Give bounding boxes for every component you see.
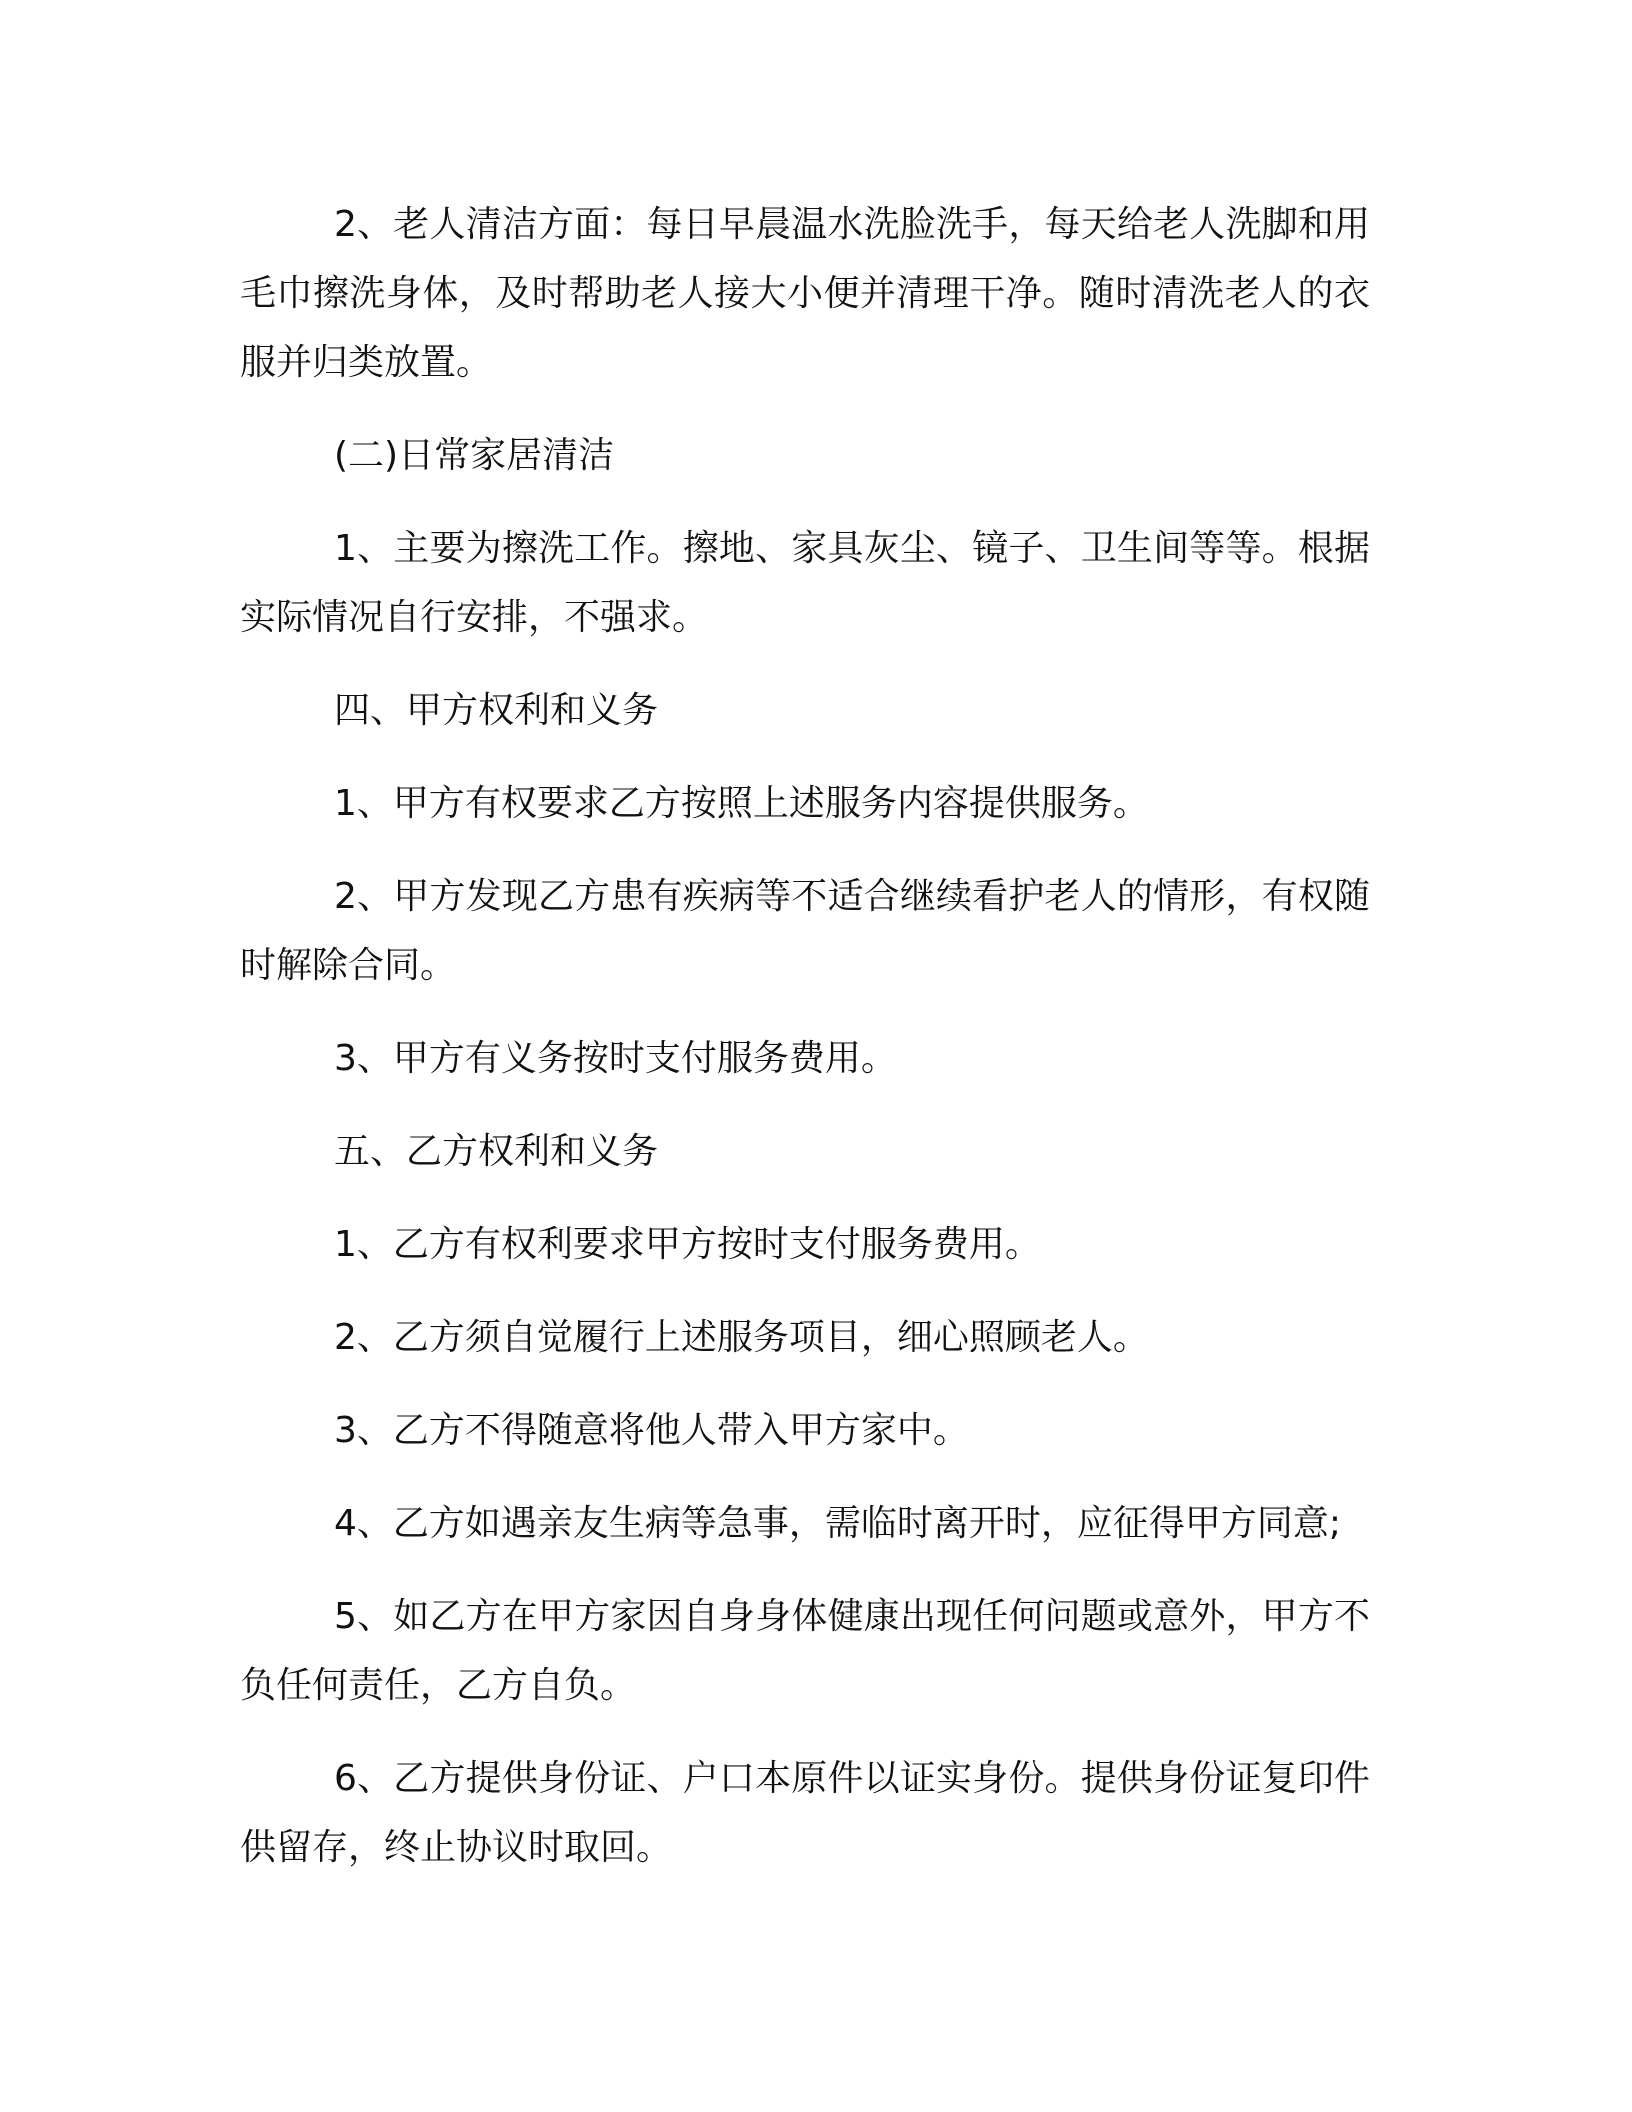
document-body — [240, 190, 1370, 1906]
paragraph-party-a-right-1: 1、甲方有权要求乙方按照上述服务内容提供服务。 — [334, 783, 1149, 824]
paragraph-party-b-duty-6: 6、乙方提供身份证、户口本原件以证实身份。提供身份证复印件供留存，终止协议时取回。 — [240, 1758, 1370, 1868]
paragraph-wiping-work: 1、主要为擦洗工作。擦地、家具灰尘、镜子、卫生间等等。根据实际情况自行安排，不强求。 — [240, 528, 1370, 638]
paragraph-party-b-duty-4: 4、乙方如遇亲友生病等急事，需临时离开时，应征得甲方同意; — [334, 1503, 1342, 1544]
heading-daily-home-cleaning: (二)日常家居清洁 — [334, 435, 615, 476]
paragraph-party-b-duty-5: 5、如乙方在甲方家因自身身体健康出现任何问题或意外，甲方不负任何责任，乙方自负。 — [240, 1596, 1370, 1706]
paragraph-party-b-duty-3: 3、乙方不得随意将他人带入甲方家中。 — [334, 1410, 969, 1451]
paragraph-party-b-right-1: 1、乙方有权利要求甲方按时支付服务费用。 — [334, 1224, 1041, 1265]
heading-party-a-rights: 四、甲方权利和义务 — [334, 690, 659, 731]
paragraph-party-a-duty-3: 3、甲方有义务按时支付服务费用。 — [334, 1038, 897, 1079]
heading-party-b-rights: 五、乙方权利和义务 — [334, 1131, 659, 1172]
paragraph-elder-cleaning: 2、老人清洁方面：每日早晨温水洗脸洗手，每天给老人洗脚和用毛巾擦洗身体，及时帮助老人接大小便并清理干净。随时清洗老人的衣服并归类放置。 — [240, 204, 1370, 383]
paragraph-party-a-right-2: 2、甲方发现乙方患有疾病等不适合继续看护老人的情形，有权随时解除合同。 — [240, 876, 1370, 986]
paragraph-party-b-duty-2: 2、乙方须自觉履行上述服务项目，细心照顾老人。 — [334, 1317, 1149, 1358]
